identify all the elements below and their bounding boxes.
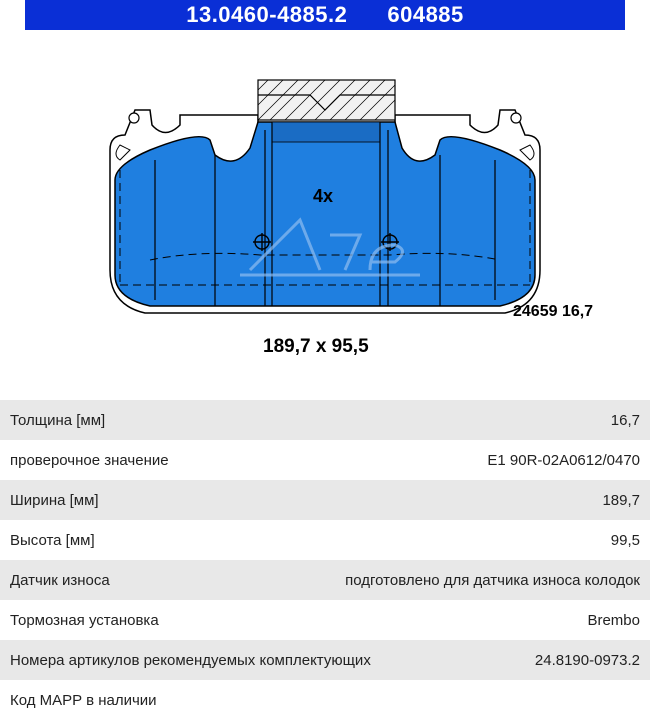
spec-row bbox=[0, 400, 650, 440]
spec-label: Ширина [мм] bbox=[10, 491, 99, 509]
spec-label: проверочное значение bbox=[10, 451, 169, 469]
right-ear-hole bbox=[511, 113, 521, 123]
spec-row bbox=[0, 560, 650, 600]
spec-value: 189,7 bbox=[602, 491, 640, 509]
spec-row bbox=[0, 520, 650, 560]
reference-label: 24659 16,7 bbox=[513, 303, 594, 320]
spec-label: Тормозная установка bbox=[10, 611, 159, 629]
spec-row bbox=[0, 440, 650, 480]
spec-row bbox=[0, 680, 650, 720]
spec-row bbox=[0, 480, 650, 520]
spec-label: Датчик износа bbox=[10, 571, 110, 589]
quantity-label: 4x bbox=[313, 186, 334, 206]
article-number: 13.0460-4885.2 bbox=[186, 2, 348, 27]
spec-label: Номера артикулов рекомендуемых комплектующих bbox=[10, 651, 371, 669]
spec-value: 24.8190-0973.2 bbox=[534, 651, 640, 669]
friction-material bbox=[115, 122, 535, 306]
spec-value: 16,7 bbox=[610, 411, 640, 429]
specs-table bbox=[0, 400, 650, 720]
alt-article-number: 604885 bbox=[387, 2, 464, 27]
spec-label: Высота [мм] bbox=[10, 531, 95, 549]
spec-label: Толщина [мм] bbox=[10, 411, 106, 429]
spec-value: E1 90R-02A0612/0470 bbox=[487, 451, 640, 469]
spec-value: Brembo bbox=[587, 611, 640, 629]
spec-row bbox=[0, 600, 650, 640]
left-ear-hole bbox=[129, 113, 139, 123]
spec-label: Код MAPP в наличии bbox=[10, 691, 157, 709]
spec-row bbox=[0, 640, 650, 680]
clip-area bbox=[258, 80, 395, 120]
spec-value: 99,5 bbox=[610, 531, 640, 549]
dimensions-label: 189,7 x 95,5 bbox=[263, 336, 369, 357]
article-header bbox=[25, 0, 625, 30]
spec-value: подготовлено для датчика износа колодок bbox=[345, 571, 640, 589]
